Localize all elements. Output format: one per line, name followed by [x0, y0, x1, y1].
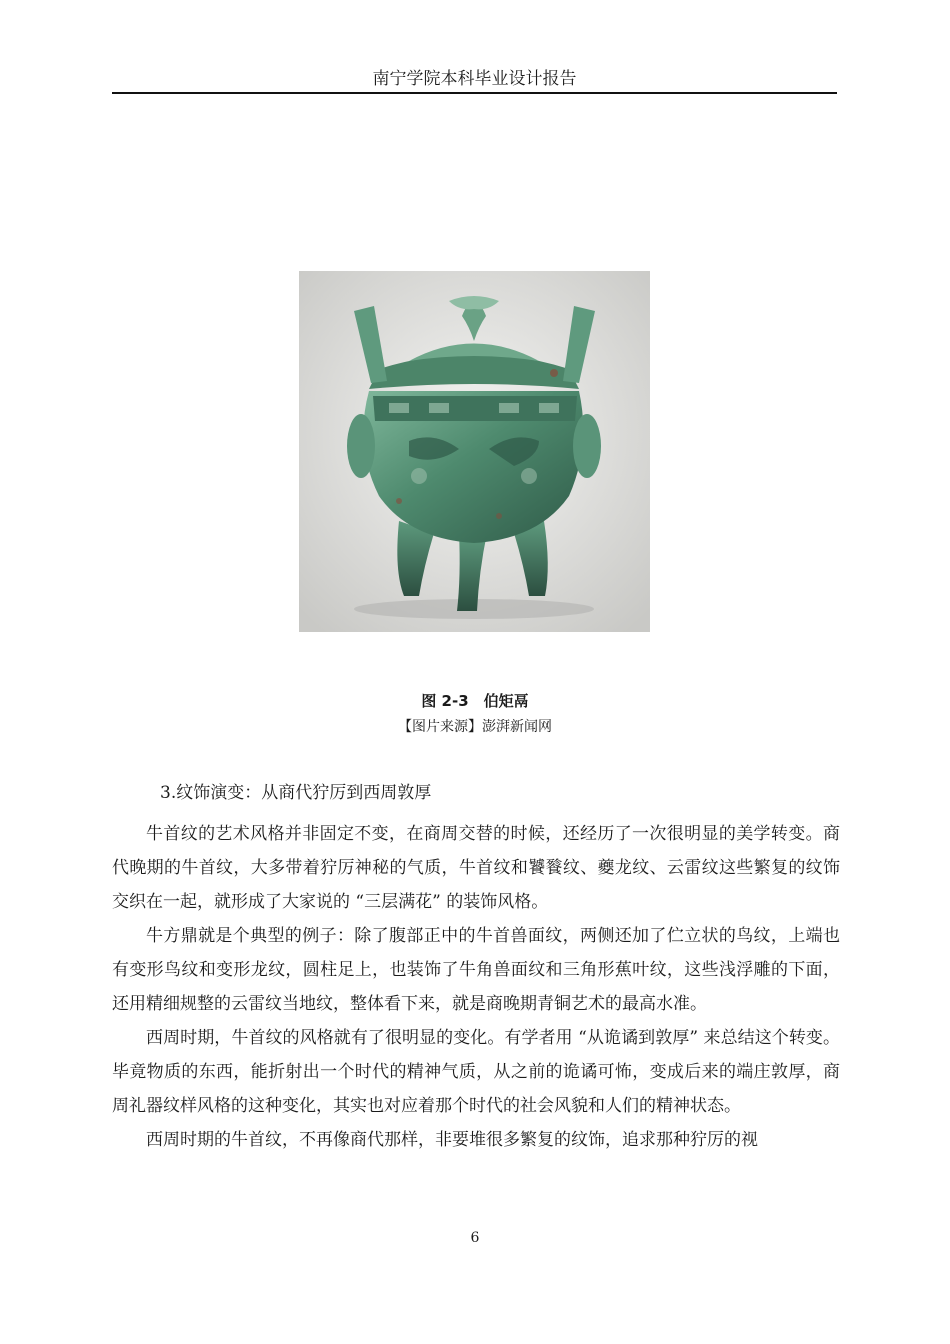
figure-bronze-li-vessel: [299, 271, 650, 632]
paragraph: 牛首纹的艺术风格并非固定不变，在商周交替的时候，还经历了一次很明显的美学转变。商代晚期的牛首纹，大多带着狞厉神秘的气质，牛首纹和饕餮纹、夔龙纹、云雷纹这些繁复的纹饰交织在一起，就形成了大家说的 “三层满花” 的装饰风格。: [112, 824, 840, 912]
figure-source: 【图片来源】澎湃新闻网: [398, 719, 552, 735]
paragraph: 西周时期，牛首纹的风格就有了很明显的变化。有学者用 “从诡谲到敦厚” 来总结这个转变。毕竟物质的东西，能折射出一个时代的精神气质，从之前的诡谲可怖，变成后来的端庄敦厚，商周礼器纹样风格的这种变化，其实也对应着那个时代的社会风貌和人们的精神状态。: [112, 1028, 840, 1116]
section-heading: 3.纹饰演变：从商代狞厉到西周敦厚: [160, 783, 432, 803]
header-rule: [112, 92, 837, 94]
paragraph: 牛方鼎就是个典型的例子：除了腹部正中的牛首兽面纹，两侧还加了伫立状的鸟纹，上端也有变形鸟纹和变形龙纹，圆柱足上，也装饰了牛角兽面纹和三角形蕉叶纹，这些浅浮雕的下面，还用精细规整的云雷纹当地纹，整体看下来，就是商晚期青铜艺术的最高水准。: [112, 926, 840, 1014]
bronze-vessel-image: [299, 271, 650, 632]
figure-caption: 图 2-3 伯矩鬲: [421, 692, 529, 710]
paragraph: 西周时期的牛首纹，不再像商代那样，非要堆很多繁复的纹饰，追求那种狞厉的视: [146, 1130, 758, 1150]
page-number: 6: [470, 1230, 480, 1246]
body-text: [112, 817, 840, 1157]
page-header: 南宁学院本科毕业设计报告: [372, 69, 577, 89]
